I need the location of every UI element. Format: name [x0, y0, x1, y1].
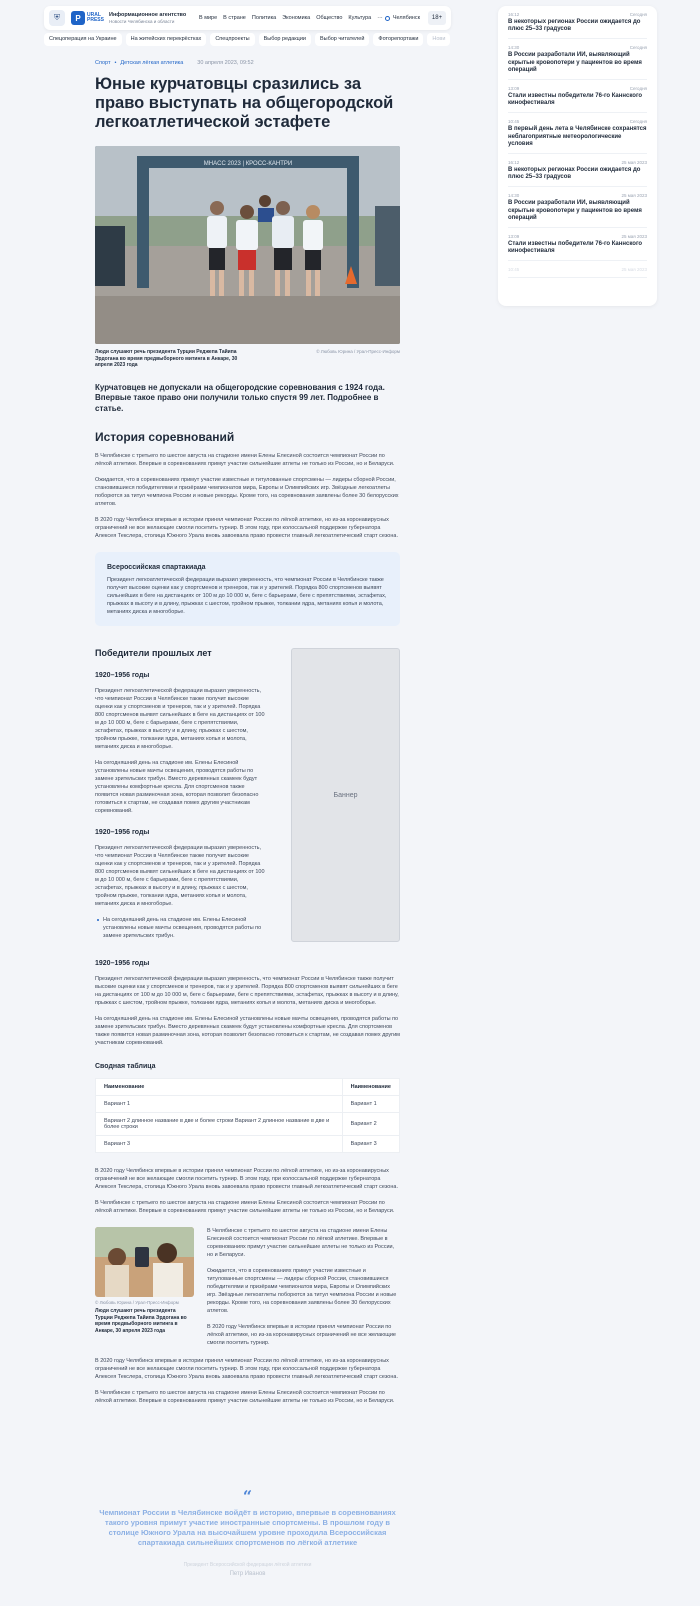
table-row	[96, 1136, 400, 1153]
nav-item-economy[interactable]: Экономика	[282, 15, 311, 21]
article	[95, 60, 400, 1405]
nav-more-button[interactable]: ···	[377, 15, 383, 21]
news-time: 10:45	[508, 119, 520, 125]
winners-text	[95, 648, 267, 942]
table-cell: Вариант 1	[96, 1096, 343, 1113]
years-label: 1920–1956 годы	[95, 960, 150, 967]
news-title: В России разработали ИИ, выявляющий скрытые кровопотери у пациентов во время операций	[508, 200, 642, 221]
paragraph: На сегодняшний день на стадионе им. Елены Елесиной установлены новые мачты освещения, проводятся работы по замене зрительских трибун. Вместо деревянных скамеек будут установлены комфортные кресла. Для спортсменов также появится новая разминочная зона, которая позволит безопасно готовиться к стартам, не создавая помех другим участникам соревнований.	[95, 760, 259, 814]
news-time: 14:30	[508, 193, 520, 199]
news-item[interactable]	[508, 6, 647, 39]
years-label: 1920–1956 годы	[95, 829, 150, 836]
note-title: Всероссийская спартакиада	[107, 564, 206, 571]
note-text: Президент легкоатлетической федерации выразил уверенность, что чемпионат России в Челябинске также получит высокие оценки как у спортсменов и тренеров, так и у зрителей. Порядка 800 спортсменов выявят сильнейших в беге на дистанциях от 100 м до 10 000 м, беге с барьерами, беге с препятствиями, эстафетах, прыжках в высоту и в длину, прыжках с шестом, тройном прыжке, толкании ядра, метаниях копья и молота, метаниях диска и многоборье.	[107, 577, 387, 615]
city-label: Челябинск	[392, 15, 420, 21]
article-title: Юные курчатовцы сразились за право выступать на общегородской легкоатлетической эстафете	[95, 75, 394, 131]
news-title: Стали известны победители 76-го Каннского кинофестиваля	[508, 241, 643, 255]
chip-item[interactable]: На житейских перекрёстках	[126, 33, 207, 46]
table-cell: Вариант 2	[342, 1113, 399, 1136]
paragraph: В 2020 году Челябинск впервые в истории принял чемпионат России по лёгкой атлетике, но из-за коронавирусных ограничений не все желающие смогли посетить турнир.	[207, 1324, 396, 1346]
paragraph: Ожидается, что в соревнованиях примут участие известные и титулованные спортсмены — лидеры сборной России, становившиеся победителями и призёрами чемпионатов мира, Европы и Олимпийских игр. Звёздные легкоатлеты поборются за титул чемпиона России и новые рекорды. Кроме того, на соревнования заявлены более 30 белорусских атлетов.	[207, 1268, 397, 1314]
winners-section	[95, 648, 400, 942]
table-cell: Вариант 3	[342, 1136, 399, 1153]
news-time: 10:45	[508, 267, 520, 273]
winners-title: Победители прошлых лет	[95, 648, 212, 658]
news-date: 25 мая 2023	[621, 267, 647, 273]
news-title: В некоторых регионах России ожидается до плюс 25–33 градусов	[508, 167, 641, 181]
paragraph: Президент легкоатлетической федерации выразил уверенность, что чемпионат России в Челябинске также получит высокие оценки как у спортсменов и тренеров, так и у зрителей. Порядка 800 спортсменов выявят сильнейших в беге на дистанциях от 100 м до 10 000 м, беге с барьерами, беге с препятствиями, эстафетах, прыжках в высоту и в длину, прыжках с шестом, тройном прыжке, толкании ядра, метаниях копья и молота, метаниях диска и многоборье.	[95, 976, 399, 1006]
news-date: Сегодня	[629, 12, 647, 17]
age-rating-badge: 18+	[428, 11, 446, 25]
ad-banner[interactable]: Баннер	[291, 648, 400, 942]
paragraph: Ожидается, что в соревнованиях примут участие известные и титулованные спортсмены — лидеры сборной России, становившиеся победителями и призёрами чемпионатов мира, Европы и Олимпийских игр. Звёздные легкоатлеты поборются за титул чемпиона России и новые рекорды. Кроме того, на соревнования заявлены более 30 белорусских атлетов.	[95, 477, 399, 507]
news-date: 25 мая 2023	[621, 234, 647, 240]
news-title: Стали известны победители 76-го Каннского кинофестиваля	[508, 93, 643, 107]
table-cell: Вариант 1	[342, 1096, 399, 1113]
nav-item-culture[interactable]: Культура	[348, 15, 372, 21]
news-time: 16:12	[508, 12, 520, 17]
chip-item[interactable]: Фоторепортажи	[373, 33, 423, 46]
breadcrumb-section[interactable]: Спорт	[95, 60, 111, 66]
paragraph: Президент легкоатлетической федерации выразил уверенность, что чемпионат России в Челябинске также получит высокие оценки как у спортсменов и тренеров, так и у зрителей. Порядка 800 спортсменов выявят сильнейших в беге на дистанциях от 100 м до 10 000 м, беге с барьерами, беге с препятствиями, эстафетах, прыжках в высоту и в длину, прыжках с шестом, тройном прыжке, толкании ядра, метаниях копья и молота, метаниях диска и многоборье.	[95, 688, 265, 750]
paragraph: В Челябинске с третьего по шестое августа на стадионе имени Елены Елесиной состоится чемпионат России по лёгкой атлетике. Впервые в соревнованиях примут участие сильнейшие атлеты не только из России, но и Беларуси.	[95, 1200, 395, 1214]
photo-caption-row	[95, 349, 400, 369]
news-time: 13:09	[508, 86, 520, 92]
paragraph: В Челябинске с третьего по шестое августа на стадионе имени Елены Елесиной состоится чемпионат России по лёгкой атлетике. Впервые в соревнованиях примут участие сильнейшие атлеты не только из России, но и Беларуси.	[95, 1390, 395, 1404]
crowd-photo-illustration	[95, 1227, 194, 1297]
photo-copyright: © Любовь Юрина / Урал-Пресс-Информ	[95, 1300, 179, 1305]
table-header-row	[96, 1079, 400, 1096]
news-date: 25 мая 2023	[621, 193, 647, 199]
logo-badge: P	[71, 11, 85, 25]
top-header	[44, 6, 451, 30]
paragraph: В 2020 году Челябинск впервые в истории принял чемпионат России по лёгкой атлетике, но из-за коронавирусных ограничений не все желающие смогли посетить турнир. В этом году, при колоссальной поддержке губернатора Алексея Текслера, столица Южного Урала вновь завоевала право провести главный легкоатлетический старт сезона.	[95, 517, 398, 539]
news-date: Сегодня	[629, 45, 647, 51]
nav-item-world[interactable]: В мире	[199, 15, 218, 21]
news-title: В первый день лета в Челябинске сохранятся неблагоприятные метеорологические условия	[508, 126, 647, 147]
table-cell: Вариант 3	[96, 1136, 343, 1153]
inline-photo	[95, 1227, 194, 1297]
nav-item-society[interactable]: Общество	[316, 15, 343, 21]
main-nav	[199, 15, 383, 21]
news-title: В России разработали ИИ, выявляющий скрытые кровопотери у пациентов во время операций	[508, 52, 642, 73]
site-logo[interactable]	[71, 11, 104, 25]
crest-icon[interactable]: ⛨	[49, 10, 65, 26]
section-heading: История соревнований	[95, 430, 235, 444]
years-label: 1920–1956 годы	[95, 672, 150, 679]
article-photo	[95, 146, 400, 344]
arch-banner-text: MHACC 2023 | КРОСС-КАНТРИ	[203, 161, 293, 167]
city-selector[interactable]	[385, 15, 420, 21]
athletes-photo-illustration	[95, 146, 400, 344]
news-feed	[498, 6, 657, 306]
media-figure	[95, 1227, 194, 1347]
table-header-cell: Наименование	[96, 1079, 343, 1096]
nav-item-country[interactable]: В стране	[223, 15, 246, 21]
news-date: Сегодня	[629, 119, 647, 125]
nav-item-politics[interactable]: Политика	[251, 15, 277, 21]
table-row	[96, 1096, 400, 1113]
agency-title: Информационное агентство	[109, 12, 187, 18]
news-item[interactable]	[508, 187, 647, 228]
news-item[interactable]	[508, 39, 647, 80]
article-lead: Курчатовцев не допускали на общегородские соревнования с 1924 года. Впервые такое право они получили только спустя 99 лет. Подробнее в статье.	[95, 382, 385, 413]
quote-text: Чемпионат России в Челябинске войдёт в историю, впервые в соревнованиях такого уровня примут участие иностранные спортсмены. В прошлом году в столице Южного Урала на высочайшем уровне проходила Всероссийская спартакиада сильнейших спортсменов по лёгкой атлетике	[99, 1508, 396, 1547]
article-date: 30 апреля 2023, 09:52	[197, 60, 254, 66]
news-date: 25 мая 2023	[621, 160, 647, 166]
paragraph: В Челябинске с третьего по шестое августа на стадионе имени Елены Елесиной состоится чемпионат России по лёгкой атлетике. Впервые в соревнованиях примут участие сильнейшие атлеты не только из России, но и Беларуси.	[95, 453, 395, 467]
news-time: 16:12	[508, 160, 520, 166]
bullet-list	[95, 916, 267, 940]
quote-author-name: Петр Иванов	[229, 1571, 266, 1577]
chip-item[interactable]: Выбор читателей	[315, 33, 369, 46]
quote-author-role: Президент Всероссийской федерации лёгкой атлетики	[183, 1562, 312, 1568]
paragraph: В Челябинске с третьего по шестое августа на стадионе имени Елены Елесиной состоится чемпионат России по лёгкой атлетике. Впервые в соревнованиях примут участие сильнейшие атлеты не только из России, но и Беларуси.	[207, 1228, 395, 1258]
quote-mark-icon: “	[242, 1487, 253, 1506]
news-item[interactable]	[508, 113, 647, 154]
summary-table	[95, 1078, 400, 1153]
news-time: 14:30	[508, 45, 520, 51]
chip-item[interactable]: Спецпроекты	[210, 33, 254, 46]
category-chips	[44, 33, 451, 46]
paragraph: Президент легкоатлетической федерации выразил уверенность, что чемпионат России в Челябинске также получит высокие оценки как у спортсменов и тренеров, так и у зрителей. Порядка 800 спортсменов выявят сильнейших в беге на дистанциях от 100 м до 10 000 м, беге с барьерами, беге с препятствиями, эстафетах, прыжках в высоту и в длину, прыжках с шестом, тройном прыжке, толкании ядра, метаниях копья и молота, метаниях диска и многоборье.	[95, 845, 265, 907]
paragraph: В 2020 году Челябинск впервые в истории принял чемпионат России по лёгкой атлетике, но из-за коронавирусных ограничений не все желающие смогли посетить турнир. В этом году, при колоссальной поддержке губернатора Алексея Текслера, столица Южного Урала вновь завоевала право провести главный легкоатлетический старт сезона.	[95, 1358, 398, 1380]
location-pin-icon	[385, 16, 390, 21]
table-header-cell: Наименование	[342, 1079, 399, 1096]
agency-subtitle: Новости Челябинска и области	[109, 19, 175, 24]
news-item[interactable]	[508, 228, 647, 261]
table-cell: Вариант 2 длинное название в две и более строки Вариант 2 длинное название в две и более строки	[96, 1113, 343, 1136]
photo-copyright: © Любовь Юрина / Урал-Пресс-Информ	[316, 349, 400, 354]
news-title: В некоторых регионах России ожидается до плюс 25–33 градусов	[508, 19, 641, 33]
breadcrumb	[95, 60, 400, 66]
photo-caption: Люди слушают речь президента Турции Реджепа Тайипа Эрдогана во время предвыборного митинга в Анкаре, 30 апреля 2023 года	[95, 349, 238, 368]
photo-caption: Люди слушают речь президента Турции Реджепа Тайипа Эрдогана во время предвыборного митинга в Анкаре, 30 апреля 2023 года	[95, 1308, 187, 1334]
media-text	[207, 1227, 400, 1347]
paragraph: На сегодняшний день на стадионе им. Елены Елесиной установлены новые мачты освещения, проводятся работы по замене зрительских трибун. Вместо деревянных скамеек будут установлены комфортные кресла. Для спортсменов также появится новая разминочная зона, которая позволит безопасно готовиться к стартам, не создавая помех другим участникам соревнований.	[95, 1016, 400, 1046]
info-note	[95, 552, 400, 626]
pull-quote	[95, 1487, 400, 1577]
paragraph: В 2020 году Челябинск впервые в истории принял чемпионат России по лёгкой атлетике, но из-за коронавирусных ограничений не все желающие смогли посетить турнир. В этом году, при колоссальной поддержке губернатора Алексея Текслера, столица Южного Урала вновь завоевала право провести главный легкоатлетический старт сезона.	[95, 1168, 398, 1190]
news-item[interactable]	[508, 80, 647, 113]
news-item[interactable]	[508, 154, 647, 187]
agency-block	[109, 12, 195, 24]
chip-item[interactable]: Выбор редакции	[259, 33, 311, 46]
news-date: Сегодня	[629, 86, 647, 92]
logo-text: URAL PRESS	[87, 12, 104, 23]
chip-item[interactable]: Спецоперация на Украине	[44, 33, 122, 46]
breadcrumb-separator: •	[114, 60, 117, 66]
table-title: Сводная таблица	[95, 1063, 156, 1070]
list-item: На сегодняшний день на стадионе им. Елены Елесиной установлены новые мачты освещения, проводятся работы по замене зрительских трибун.	[103, 916, 267, 940]
news-item[interactable]	[508, 261, 647, 278]
table-row	[96, 1113, 400, 1136]
chip-item[interactable]: Нови	[427, 33, 450, 46]
media-block	[95, 1227, 400, 1347]
news-time: 13:09	[508, 234, 520, 240]
breadcrumb-tag[interactable]: Детская лёгкая атлетика	[120, 60, 184, 66]
